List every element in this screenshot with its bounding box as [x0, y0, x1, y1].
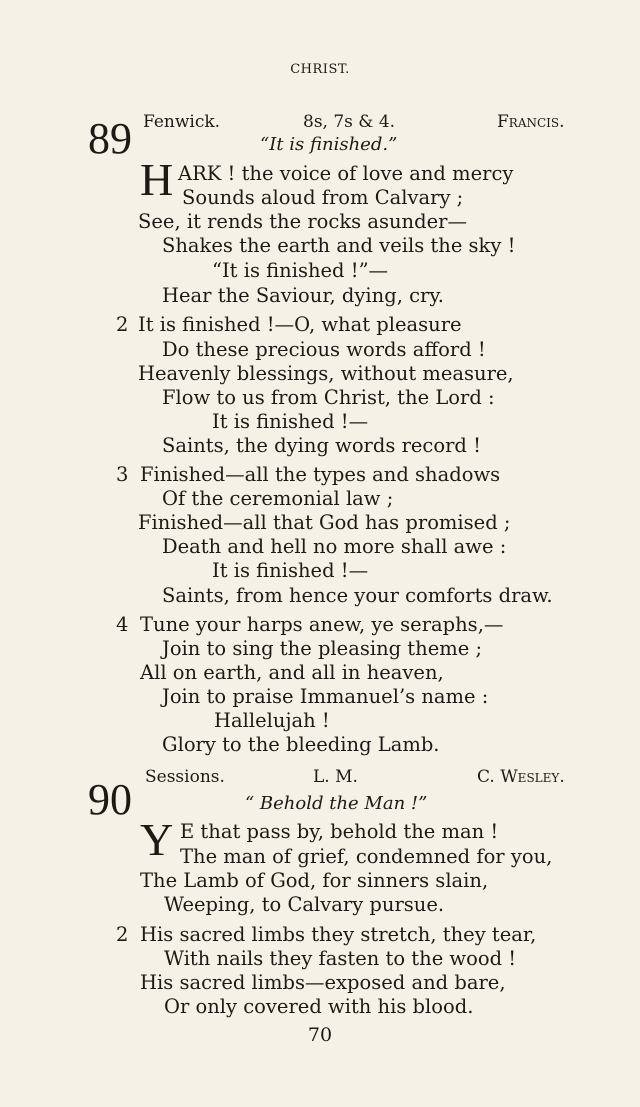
verse-line: See, it rends the rocks asunder— — [138, 210, 467, 233]
hymn-subtitle: “It is finished.” — [260, 134, 398, 155]
verse-line: Glory to the bleeding Lamb. — [162, 733, 440, 756]
verse-line: Finished—all that God has promised ; — [138, 511, 511, 534]
verse-line: Hear the Saviour, dying, cry. — [162, 284, 444, 307]
verse-line: ARK ! the voice of love and mercy — [178, 162, 514, 185]
verse-line: Or only covered with his blood. — [164, 995, 474, 1018]
stanza-number: 2 — [116, 923, 129, 946]
stanza-number: 4 — [116, 613, 129, 636]
page-number: 70 — [307, 1024, 333, 1046]
page-header: CHRIST. — [290, 62, 350, 77]
verse-line: It is finished !— — [212, 559, 369, 582]
verse-line: His sacred limbs—exposed and bare, — [140, 971, 506, 994]
hymn-subtitle: “ Behold the Man !” — [245, 793, 428, 814]
verse-line: Sounds aloud from Calvary ; — [182, 186, 464, 209]
verse-line: Do these precious words afford ! — [162, 338, 486, 361]
meter: 8s, 7s & 4. — [303, 112, 396, 132]
hymn-number: 90 — [88, 775, 132, 824]
hymn-number: 89 — [88, 114, 132, 163]
tune-name: Fenwick. — [143, 112, 221, 132]
verse-line: Tune your harps anew, ye seraphs,— — [140, 613, 504, 636]
stanza-number: 3 — [116, 463, 129, 486]
verse-line: Flow to us from Christ, the Lord : — [162, 386, 495, 409]
verse-line: Saints, the dying words record ! — [162, 434, 481, 457]
verse-line: With nails they fasten to the wood ! — [164, 947, 517, 970]
verse-line: E that pass by, behold the man ! — [180, 820, 499, 843]
verse-line: Saints, from hence your comforts draw. — [162, 584, 553, 607]
verse-line: Join to sing the pleasing theme ; — [162, 637, 483, 660]
verse-line: Weeping, to Calvary pursue. — [164, 893, 445, 916]
verse-line: The man of grief, condemned for you, — [180, 845, 553, 868]
verse-line: Of the ceremonial law ; — [162, 487, 394, 510]
stanza-number: 2 — [116, 313, 129, 336]
verse-line: Death and hell no more shall awe : — [162, 535, 507, 558]
drop-cap: Y — [140, 814, 174, 865]
verse-line: Heavenly blessings, without measure, — [138, 362, 514, 385]
verse-line: It is finished !— — [212, 410, 369, 433]
verse-line: The Lamb of God, for sinners slain, — [140, 869, 489, 892]
verse-line: Shakes the earth and veils the sky ! — [162, 234, 516, 257]
verse-line: “It is finished !”— — [212, 259, 389, 282]
verse-line: Hallelujah ! — [214, 709, 330, 732]
verse-line: It is finished !—O, what pleasure — [138, 313, 462, 336]
verse-line: All on earth, and all in heaven, — [140, 661, 444, 684]
verse-line: Join to praise Immanuel’s name : — [162, 685, 489, 708]
verse-line: Finished—all the types and shadows — [140, 463, 501, 486]
author: Francis. — [497, 112, 565, 132]
tune-name: Sessions. — [145, 767, 225, 787]
verse-line: His sacred limbs they stretch, they tear, — [140, 923, 537, 946]
author: C. Wesley. — [477, 767, 565, 787]
meter: L. M. — [313, 767, 358, 787]
drop-cap: H — [140, 154, 174, 205]
